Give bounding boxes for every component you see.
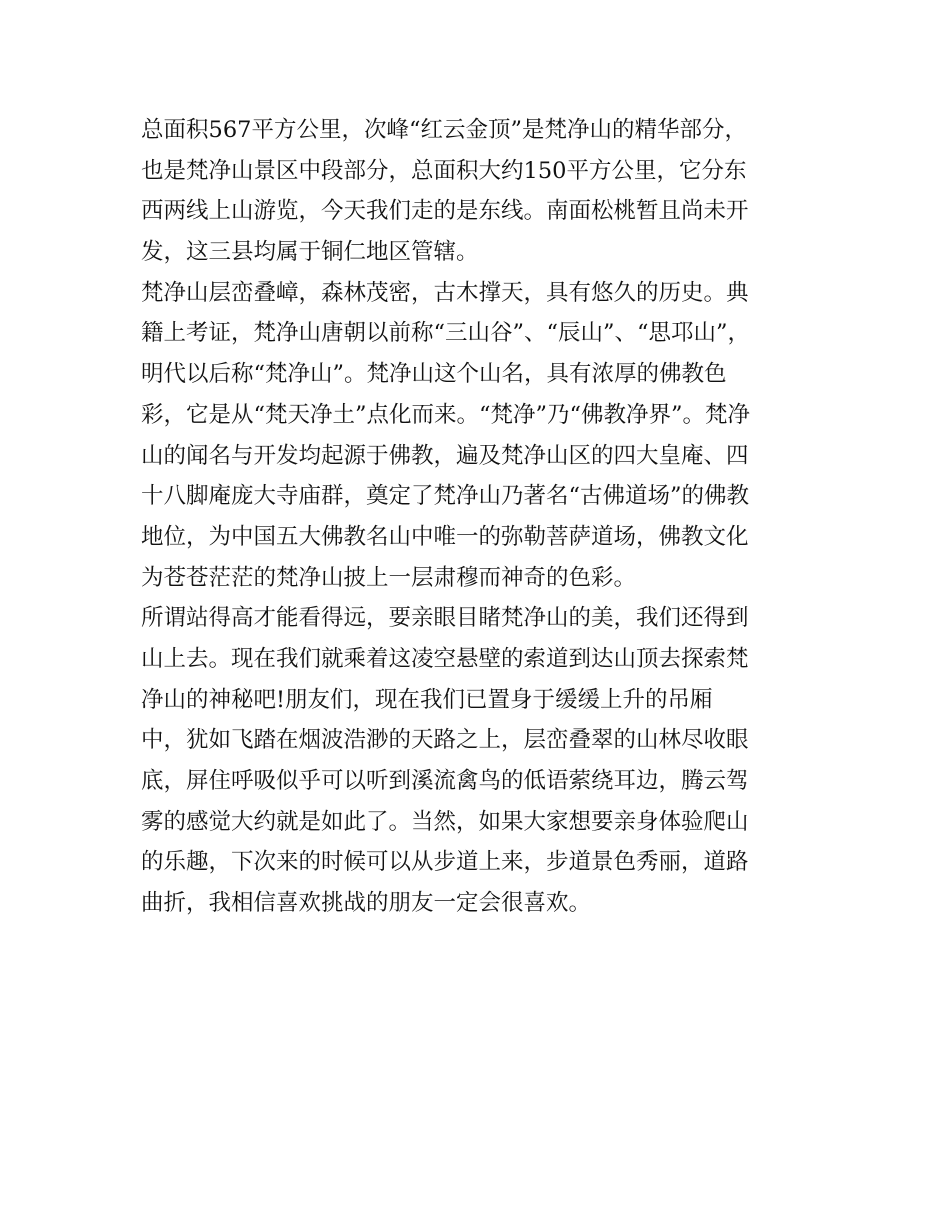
text-line: 山上去。现在我们就乘着这凌空悬壁的索道到达山顶去探索梵: [141, 645, 749, 672]
text-line: 地位，为中国五大佛教名山中唯一的弥勒菩萨道场，佛教文化: [141, 523, 749, 550]
text-line: 山的闻名与开发均起源于佛教，遍及梵净山区的四大皇庵、四: [141, 442, 749, 469]
text-line: 也是梵净山景区中段部分，总面积大约150平方公里，它分东: [141, 157, 747, 184]
text-line: 的乐趣，下次来的时候可以从步道上来，步道景色秀丽，道路: [141, 849, 749, 876]
text-line: 为苍苍茫茫的梵净山披上一层肃穆而神奇的色彩。: [141, 564, 637, 591]
text-line: 西两线上山游览，今天我们走的是东线。南面松桃暂且尚未开: [141, 198, 749, 225]
text-line: 梵净山层峦叠嶂，森林茂密，古木撑天，具有悠久的历史。典: [141, 279, 749, 306]
text-line: 底，屏住呼吸似乎可以听到溪流禽鸟的低语萦绕耳边，腾云驾: [141, 768, 749, 794]
text-line: 总面积567平方公里，次峰“红云金顶”是梵净山的精华部分，: [141, 117, 747, 143]
text-line: 籍上考证，梵净山唐朝以前称“三山谷”、“辰山”、“思邛山”，: [141, 320, 751, 347]
text-line: 净山的神秘吧!朋友们，现在我们已置身于缓缓上升的吊厢: [141, 686, 713, 713]
text-line: 明代以后称“梵净山”。梵净山这个山名，具有浓厚的佛教色: [141, 361, 727, 388]
text-line: 发，这三县均属于铜仁地区管辖。: [141, 239, 479, 266]
text-line: 十八脚庵庞大寺庙群，奠定了梵净山乃著名“古佛道场”的佛教: [141, 483, 750, 510]
text-line: 雾的感觉大约就是如此了。当然，如果大家想要亲身体验爬山: [141, 808, 749, 835]
text-line: 彩，它是从“梵天净土”点化而来。“梵净”乃“佛教净界”。梵净: [141, 401, 751, 428]
text-line: 中，犹如飞踏在烟波浩渺的天路之上，层峦叠翠的山林尽收眼: [141, 727, 749, 754]
text-line: 所谓站得高才能看得远，要亲眼目睹梵净山的美，我们还得到: [141, 605, 749, 632]
text-line: 曲折，我相信喜欢挑战的朋友一定会很喜欢。: [141, 890, 592, 917]
body-text: [141, 110, 821, 924]
